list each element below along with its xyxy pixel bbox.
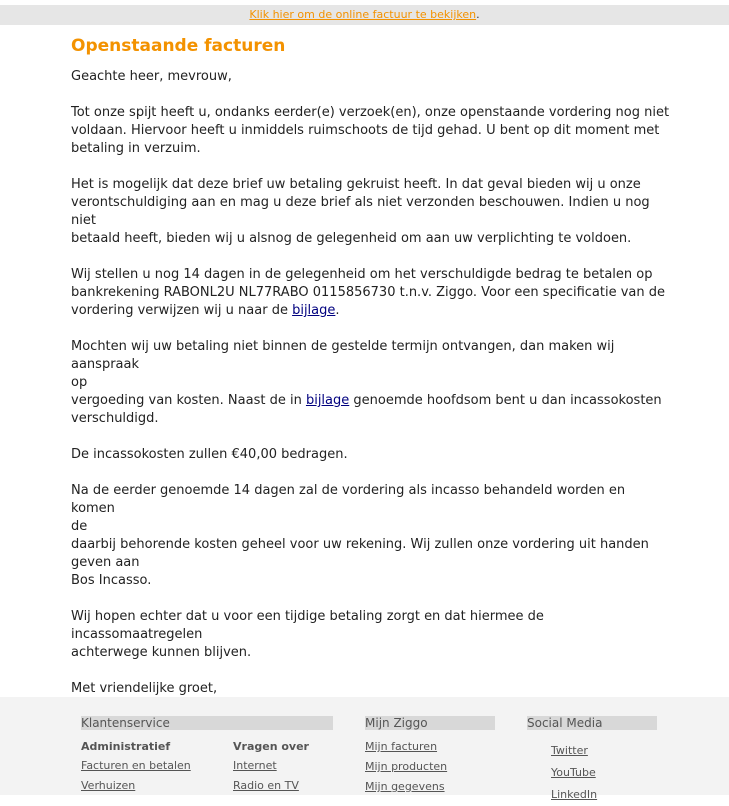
paragraph-6: Na de eerder genoemde 14 dagen zal de vordering als incasso behandeld worden en komen de daarbij behorende kosten geheel voor uw rekening. Wij zullen onze vordering uit handen geven aan Bos Incasso.	[71, 483, 649, 588]
vragen-over-heading: Vragen over	[233, 740, 309, 753]
klantenservice-heading: Klantenservice	[81, 716, 333, 730]
footer	[0, 697, 729, 801]
footer-link-youtube[interactable]: YouTube	[551, 766, 596, 779]
paragraph-4	[71, 338, 671, 428]
paragraph-4-text: Mochten wij uw betaling niet binnen de gestelde termijn ontvangen, dan maken wij aanspraak op vergoeding van kosten. Naast de in	[71, 339, 615, 408]
social-links	[551, 740, 597, 806]
page-title: Openstaande facturen	[71, 36, 286, 56]
administratief-heading: Administratief	[81, 740, 171, 753]
footer-link-internet[interactable]: Internet	[233, 759, 277, 772]
footer-link-mijn-facturen[interactable]: Mijn facturen	[365, 740, 438, 753]
paragraph-3-end: .	[335, 303, 340, 318]
footer-link-verhuizen[interactable]: Verhuizen	[81, 779, 136, 792]
closing: Met vriendelijke groet,	[71, 681, 218, 696]
footer-social-media	[527, 716, 657, 801]
mijn-ziggo-heading: Mijn Ziggo	[365, 716, 495, 730]
attachment-link-2[interactable]: bijlage	[305, 393, 350, 408]
paragraph-7: Wij hopen echter dat u voor een tijdige betaling zorgt en dat hiermee de incassomaatregelen achterwege kunnen blijven.	[71, 609, 544, 660]
paragraph-5: De incassokosten zullen €40,00 bedragen.	[71, 447, 348, 462]
footer-mijn-ziggo	[365, 716, 495, 793]
footer-link-mijn-producten[interactable]: Mijn producten	[365, 760, 448, 773]
footer-link-mijn-gegevens[interactable]: Mijn gegevens	[365, 780, 445, 793]
footer-klantenservice	[81, 716, 333, 792]
footer-link-twitter[interactable]: Twitter	[551, 744, 588, 757]
footer-link-linkedin[interactable]: LinkedIn	[551, 788, 598, 801]
footer-link-radio-tv[interactable]: Radio en TV	[233, 779, 299, 792]
paragraph-2: Het is mogelijk dat deze brief uw betaling gekruist heeft. In dat geval bieden wij u onze verontschuldiging aan en mag u deze brief als niet verzonden beschouwen. Indien u nog niet betaald heeft, bieden wij u alsnog de gelegenheid om aan uw verplichting te voldoen.	[71, 177, 650, 246]
mijn-ziggo-links	[365, 737, 447, 797]
online-invoice-bar	[0, 5, 729, 25]
online-invoice-suffix: .	[476, 8, 480, 21]
attachment-link[interactable]: bijlage	[292, 303, 336, 318]
paragraph-4-end: genoemde hoofdsom bent u dan incassokosten verschuldigd.	[71, 393, 662, 426]
paragraph-1: Tot onze spijt heeft u, ondanks eerder(e) verzoek(en), onze openstaande vordering nog niet voldaan. Hiervoor heeft u inmiddels ruimschoots de tijd gehad. U bent op dit moment met betaling in verzuim.	[71, 105, 670, 156]
paragraph-3	[71, 266, 671, 320]
paragraph-3-text: Wij stellen u nog 14 dagen in de gelegenheid om het verschuldigde bedrag te betalen op bankrekening RABONL2U NL77RABO 0115856730 t.n.v. Ziggo. Voor een specificatie van de vordering verwijzen wij u naar de	[71, 267, 665, 318]
letter-body	[71, 36, 671, 734]
administratief-column	[81, 740, 221, 796]
social-media-heading: Social Media	[527, 716, 657, 730]
footer-link-facturen[interactable]: Facturen en betalen	[81, 759, 191, 772]
greeting: Geachte heer, mevrouw,	[71, 69, 232, 84]
vragen-over-column	[233, 740, 333, 796]
online-invoice-link[interactable]: Klik hier om de online factuur te bekijken	[249, 8, 477, 21]
